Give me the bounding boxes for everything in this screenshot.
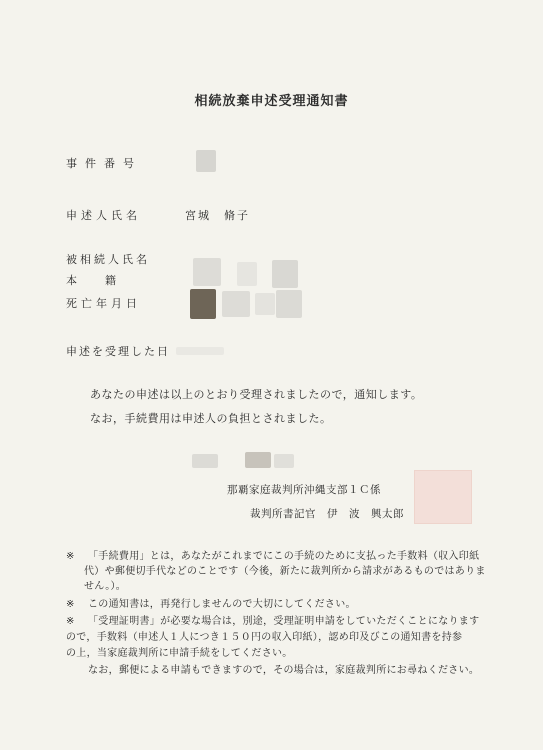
domicile-label: 本 籍 xyxy=(66,274,118,287)
note-1-line-1: 「手続費用」とは，あなたがこれまでにこの手続のために支払った手数料（収入印紙 xyxy=(88,551,480,562)
case-number-redaction xyxy=(196,150,216,172)
note-3-line-3: の上，当家庭裁判所に申請手続をしてください。 xyxy=(66,648,293,659)
accepted-date-redaction xyxy=(176,347,224,355)
decedent-label: 被相続人氏名 xyxy=(66,253,150,266)
note-2-line-1: この通知書は，再発行しませんので大切にしてください。 xyxy=(88,599,356,610)
death-date-redaction-dark xyxy=(190,289,216,319)
note-3-line-1: 「受理証明書」が必要な場合は，別途，受理証明申請をしていただくことになります xyxy=(88,616,480,627)
court-office: 那覇家庭裁判所沖縄支部１Ｃ係 xyxy=(227,484,381,496)
official-seal xyxy=(414,470,472,524)
body-line-1: あなたの申述は以上のとおり受理されましたので，通知します。 xyxy=(90,388,423,401)
body-line-2: なお，手続費用は申述人の負担とされました。 xyxy=(90,412,332,425)
note-3-mark: ※ xyxy=(66,616,75,627)
death-date-redaction-2 xyxy=(255,293,275,315)
decedent-redaction xyxy=(193,258,221,286)
note-1-line-2: 代）や郵便切手代などのことです（今後，新たに裁判所から請求があるものではありま xyxy=(84,566,486,577)
note-2-mark: ※ xyxy=(66,599,75,610)
note-3-line-2: ので，手数料（申述人１人につき１５０円の収入印紙），認め印及びこの通知書を持参 xyxy=(66,632,463,643)
death-date-label: 死亡年月日 xyxy=(66,297,141,310)
death-date-redaction-3 xyxy=(276,290,302,318)
petitioner-label: 申述人氏名 xyxy=(66,209,141,222)
note-1-mark: ※ xyxy=(66,551,75,562)
case-number-label: 事件番号 xyxy=(66,157,142,170)
domicile-redaction-1 xyxy=(237,262,257,286)
note-3-line-4: なお，郵便による申請もできますので，その場合は，家庭裁判所にお尋ねください。 xyxy=(88,665,480,676)
court-clerk: 裁判所書記官 伊 波 興太郎 xyxy=(250,508,404,520)
note-1-line-3: せん。）。 xyxy=(84,581,127,592)
issue-date-redaction-1 xyxy=(192,454,218,468)
petitioner-name: 宮城 脩子 xyxy=(185,209,250,222)
domicile-redaction-2 xyxy=(272,260,298,288)
issue-date-redaction-3 xyxy=(274,454,294,468)
accepted-date-label: 申述を受理した日 xyxy=(66,345,170,358)
document-title: 相続放棄申述受理通知書 xyxy=(194,94,349,109)
issue-date-redaction-2 xyxy=(245,452,271,468)
death-date-redaction-1 xyxy=(222,291,250,317)
